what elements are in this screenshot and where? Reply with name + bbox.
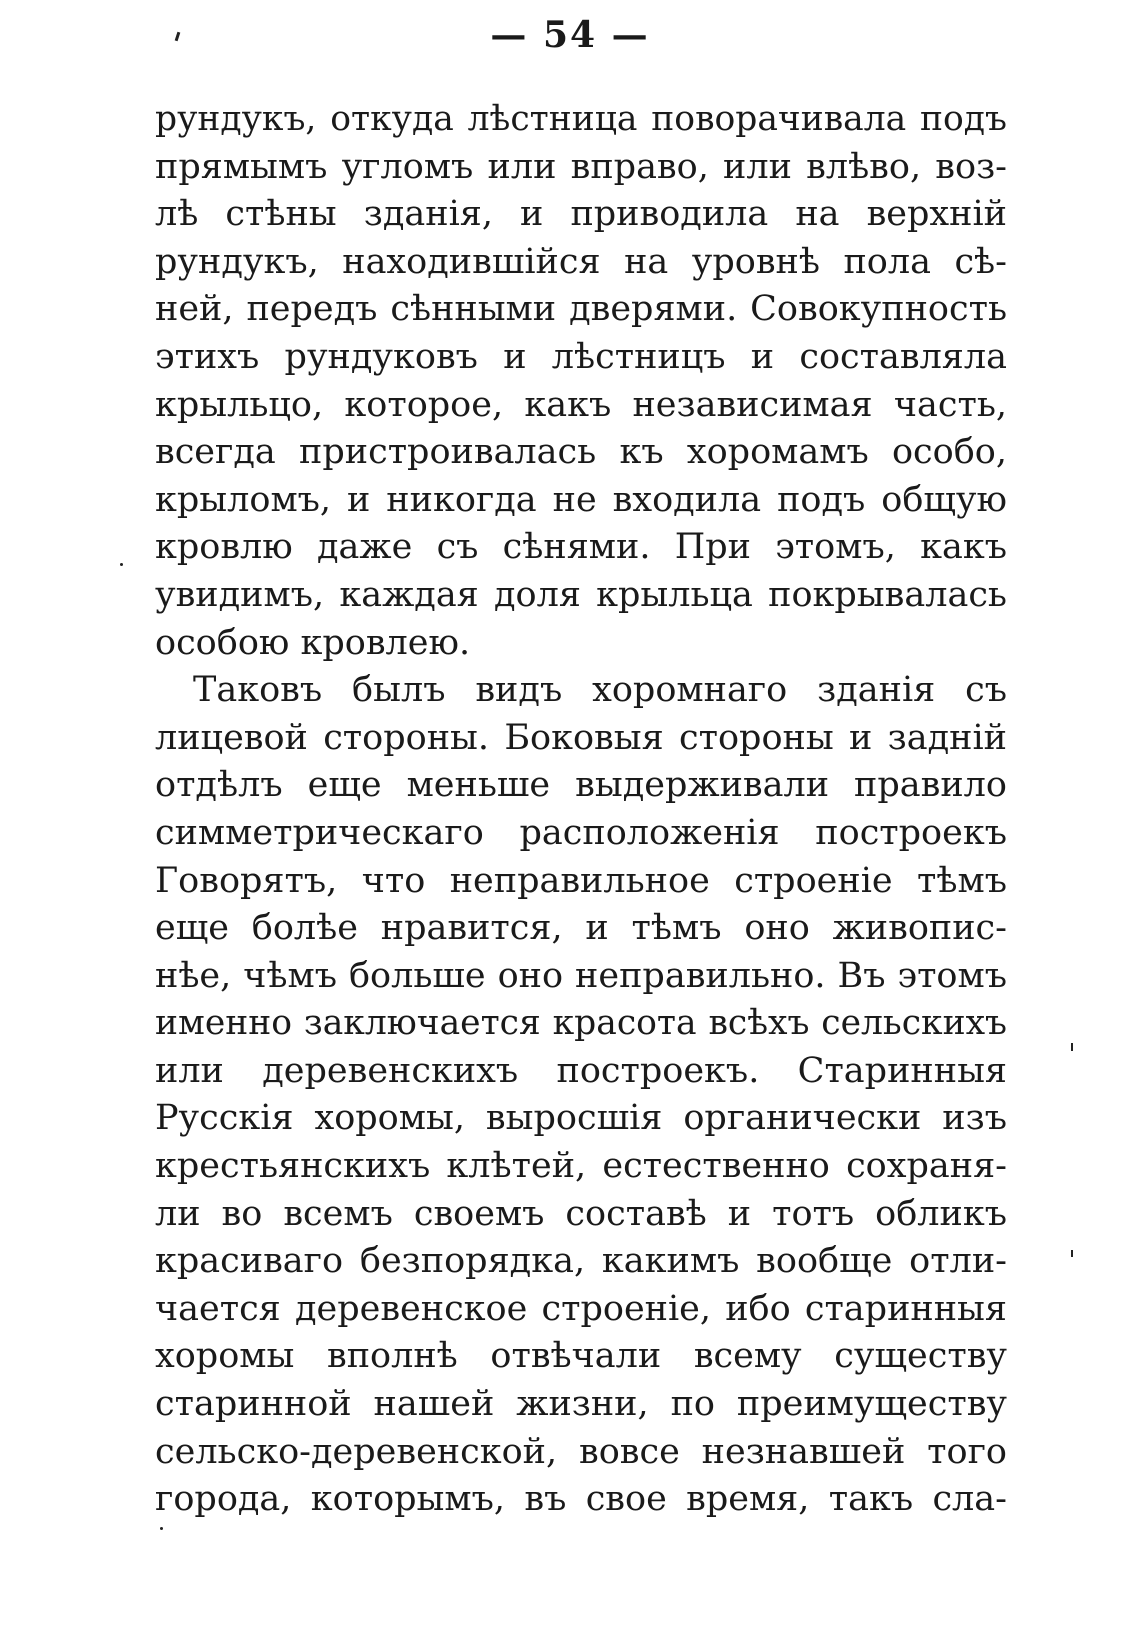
text-line: ней, передъ сѣнными дверями. Совокупность — [155, 289, 1007, 330]
page-number: — 54 — — [490, 14, 650, 56]
text-line: города, которымъ, въ свое время, такъ сла- — [155, 1479, 1007, 1520]
scan-speck — [1071, 1250, 1073, 1257]
text-line: или деревенскихъ построекъ. Старинныя — [155, 1050, 1007, 1091]
text-line: этихъ рундуковъ и лѣстницъ и составляла — [155, 336, 1007, 377]
text-line: старинной нашей жизни, по преимуществу — [155, 1384, 1007, 1425]
text-line: прямымъ угломъ или вправо, или влѣво, воз- — [155, 146, 1007, 187]
text-line: нѣе, чѣмъ больше оно неправильно. Въ этомъ — [155, 955, 1007, 996]
text-line: крыльцо, которое, какъ независимая часть, — [155, 384, 1007, 425]
text-line: рундукъ, находившійся на уровнѣ пола сѣ- — [155, 241, 1007, 282]
text-line: Русскія хоромы, выросшія органически изъ — [155, 1098, 1007, 1139]
text-line: чается деревенское строеніе, ибо старинныя — [155, 1288, 1007, 1329]
text-line: лѣ стѣны зданія, и приводила на верхній — [155, 194, 1007, 235]
scan-speck — [1071, 1043, 1073, 1051]
text-line: лицевой стороны. Боковыя стороны и задній — [155, 717, 1007, 758]
text-line: красиваго безпорядка, какимъ вообще отли- — [155, 1241, 1007, 1282]
text-line: еще болѣе нравится, и тѣмъ оно живопис- — [155, 908, 1007, 949]
text-line: рундукъ, откуда лѣстница поворачивала подъ — [155, 99, 1007, 139]
text-line: отдѣлъ еще меньше выдерживали правило — [155, 765, 1007, 806]
scan-speck — [160, 1527, 163, 1530]
text-line: увидимъ, каждая доля крыльца покрывалась — [155, 574, 1007, 615]
text-line: крыломъ, и никогда не входила подъ общую — [155, 479, 1007, 520]
body-text — [155, 96, 1007, 1524]
paragraph-1 — [155, 96, 1007, 667]
paragraph-2 — [155, 667, 1007, 1524]
text-line: именно заключается красота всѣхъ сельскихъ — [155, 1003, 1007, 1044]
text-line: симметрическаго расположенія построекъ — [155, 812, 1007, 853]
scan-speck — [120, 563, 123, 566]
text-line: сельско-деревенской, вовсе незнавшей того — [155, 1431, 1007, 1472]
text-line: ли во всемъ своемъ составѣ и тотъ обликъ — [155, 1193, 1007, 1234]
text-line: крестьянскихъ клѣтей, естественно сохраня- — [155, 1146, 1007, 1187]
text-line: Говорятъ, что неправильное строеніе тѣмъ — [155, 860, 1007, 901]
text-line: хоромы вполнѣ отвѣчали всему существу — [155, 1336, 1007, 1377]
text-line: всегда пристроивалась къ хоромамъ особо, — [155, 432, 1007, 473]
text-line: кровлю даже съ сѣнями. При этомъ, какъ — [155, 527, 1007, 568]
text-line: Таковъ былъ видъ хоромнаго зданія съ — [193, 670, 1007, 711]
text-line: особою кровлею. — [155, 622, 471, 663]
